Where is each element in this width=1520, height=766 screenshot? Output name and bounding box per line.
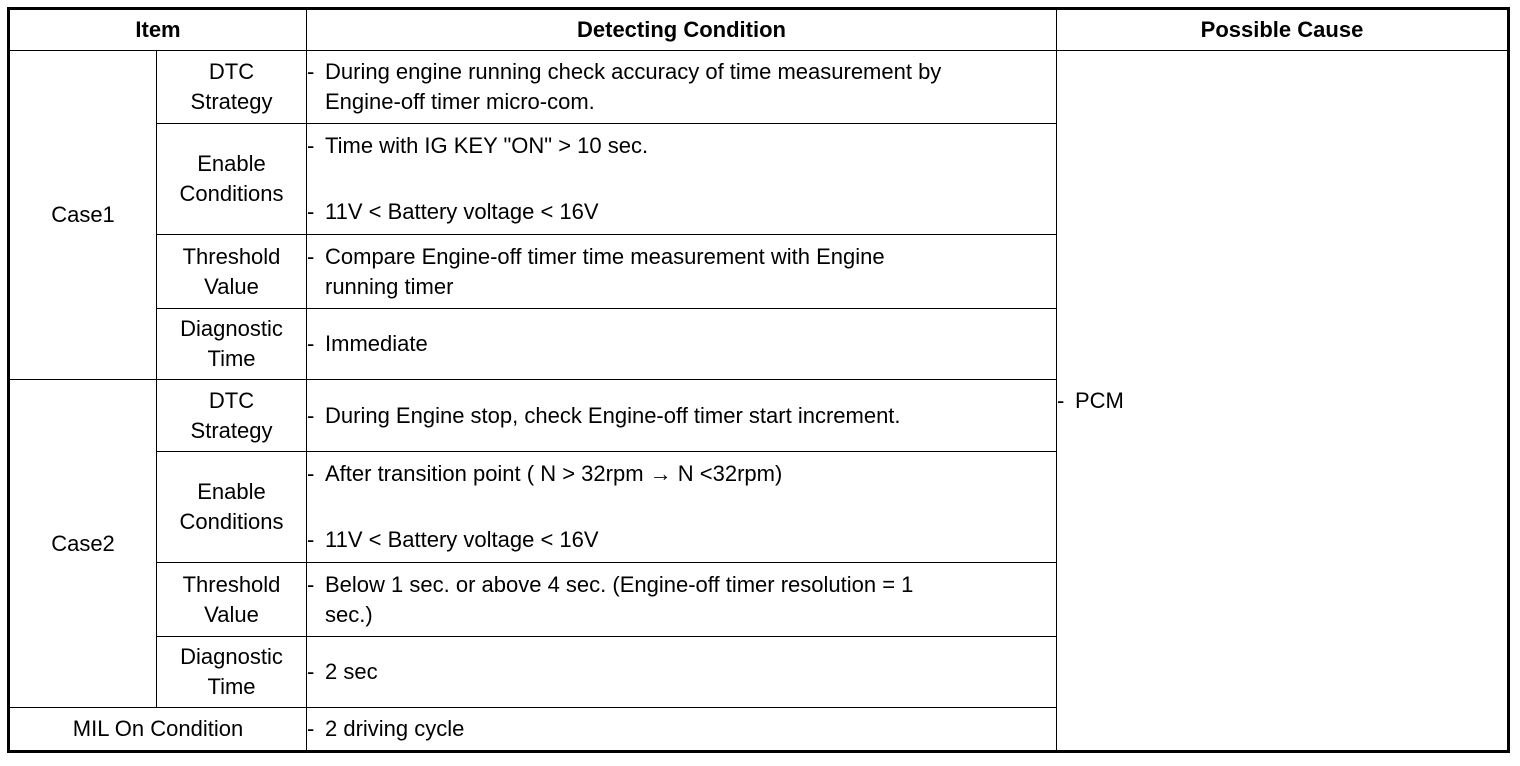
case2-enable-label — [157, 452, 307, 563]
case2-strategy-label — [157, 380, 307, 452]
bullet-dash: - — [307, 199, 315, 224]
header-row — [9, 9, 1509, 51]
case1-label: Case1 — [9, 51, 157, 380]
text-line: 2 sec — [325, 659, 378, 684]
bullet-dash: - — [307, 527, 315, 552]
bullet-dash: - — [1057, 387, 1065, 413]
case2-diagnostic-text — [307, 637, 1057, 708]
possible-cause-text: PCM — [1075, 387, 1124, 413]
dtc-table — [7, 7, 1510, 753]
case2-threshold-label — [157, 563, 307, 637]
text-line: Engine-off timer micro-com. — [325, 89, 595, 114]
text-line: running timer — [325, 273, 454, 299]
bullet-dash: - — [307, 716, 315, 741]
sub-label-line: Diagnostic — [180, 316, 283, 341]
text-line: 2 driving cycle — [325, 716, 465, 741]
bullet-dash: - — [307, 243, 315, 269]
mil-label: MIL On Condition — [9, 708, 307, 752]
sub-label-line: Value — [204, 601, 259, 627]
case1-enable-label — [157, 124, 307, 235]
text-line: sec.) — [325, 601, 373, 627]
sub-label-line: Diagnostic — [180, 644, 283, 669]
sub-label-line: DTC — [208, 387, 255, 413]
table-row — [9, 51, 1509, 124]
bullet-dash: - — [307, 133, 315, 158]
sub-label-line: Time — [207, 346, 256, 371]
bullet-dash: - — [307, 571, 315, 597]
text-line: During engine running check accuracy of time measurement by — [325, 59, 942, 84]
header-detecting-condition: Detecting Condition — [307, 9, 1057, 51]
mil-text — [307, 708, 1057, 752]
case1-strategy-label — [157, 51, 307, 124]
sub-label-line: Threshold — [182, 243, 281, 269]
text-line: Immediate — [325, 331, 428, 356]
bullet-dash: - — [307, 659, 315, 684]
sub-label-line: Time — [207, 674, 256, 699]
sub-label-line: Value — [204, 273, 259, 299]
text-line: Compare Engine-off timer time measurement with Engine — [325, 243, 885, 269]
bullet-dash: - — [307, 461, 315, 486]
text-line: After transition point ( N > 32rpm → N <32rpm) — [325, 461, 783, 486]
possible-cause-cell — [1057, 51, 1509, 752]
case2-enable-text — [307, 452, 1057, 563]
case2-strategy-text — [307, 380, 1057, 452]
text-line: Below 1 sec. or above 4 sec. (Engine-off timer resolution = 1 — [325, 571, 914, 597]
case2-label: Case2 — [9, 380, 157, 708]
header-possible-cause: Possible Cause — [1057, 9, 1509, 51]
case1-threshold-label — [157, 235, 307, 309]
bullet-dash: - — [307, 402, 315, 428]
case1-diagnostic-text — [307, 309, 1057, 380]
sub-label-line: Strategy — [190, 89, 273, 114]
case2-threshold-text — [307, 563, 1057, 637]
sub-label-line: Conditions — [179, 181, 284, 206]
text-line: Time with IG KEY "ON" > 10 sec. — [325, 133, 649, 158]
sub-label-line: Enable — [197, 151, 266, 176]
case2-diagnostic-label — [157, 637, 307, 708]
text-line: 11V < Battery voltage < 16V — [325, 527, 599, 552]
case1-strategy-text — [307, 51, 1057, 124]
case1-threshold-text — [307, 235, 1057, 309]
sub-label-line: Enable — [197, 479, 266, 504]
header-item: Item — [9, 9, 307, 51]
sub-label-line: Threshold — [182, 571, 281, 597]
text-line: 11V < Battery voltage < 16V — [325, 199, 599, 224]
case1-enable-text — [307, 124, 1057, 235]
case1-diagnostic-label — [157, 309, 307, 380]
bullet-dash: - — [307, 59, 315, 84]
text-line: During Engine stop, check Engine-off timer start increment. — [325, 402, 901, 428]
sub-label-line: Conditions — [179, 509, 284, 534]
sub-label-line: DTC — [208, 59, 255, 84]
sub-label-line: Strategy — [190, 417, 273, 443]
bullet-dash: - — [307, 331, 315, 356]
